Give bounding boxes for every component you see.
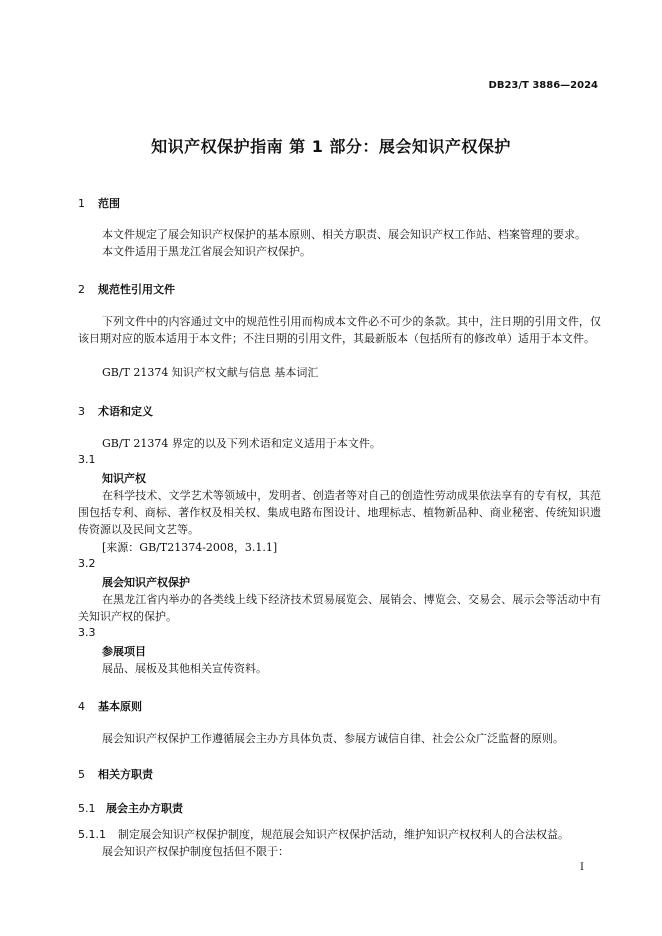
term-source: [来源：GB/T21374-2008，3.1.1]: [102, 541, 278, 554]
clause-text: 制定展会知识产权保护制度，规范展会知识产权保护活动，维护知识产权权利人的合法权益。: [118, 828, 569, 841]
section-title: 相关方职责: [98, 768, 153, 781]
paragraph: 展会知识产权保护工作遵循展会主办方具体负责、参展方诚信自律、社会公众广泛监督的原则。: [102, 732, 564, 745]
subsection-title: 展会主办方职责: [106, 802, 183, 815]
section-heading-2: [78, 281, 175, 297]
section-title: 规范性引用文件: [98, 283, 175, 296]
subsection-number: 5.1: [78, 802, 96, 815]
section-number: 1: [78, 197, 85, 210]
document-code: DB23/T 3886—2024: [488, 80, 598, 91]
section-heading-1: [78, 195, 120, 211]
subsection-heading-5-1: [78, 800, 183, 816]
section-number: 4: [78, 700, 85, 713]
section-number: 5: [78, 768, 85, 781]
term-definition: 在科学技术、文学艺术等领域中，发明者、创造者等对自己的创造性劳动成果依法享有的专有权，其范围包括专利、商标、著作权及相关权、集成电路布图设计、地理标志、植物新品种、商业秘密、传统知识遗传资源以及民间文艺等。: [78, 489, 601, 536]
paragraph: GB/T 21374 界定的以及下列术语和定义适用于本文件。: [102, 437, 381, 450]
page-number: I: [580, 862, 584, 873]
section-title: 范围: [98, 197, 120, 210]
clause-number: 5.1.1: [78, 828, 106, 841]
paragraph: 下列文件中的内容通过文中的规范性引用而构成本文件必不可少的条款。其中，注日期的引用文件，仅该日期对应的版本适用于本文件；不注日期的引用文件，其最新版本（包括所有的修改单）适用于本文件。: [78, 315, 601, 345]
section-heading-4: [78, 698, 142, 714]
section-number: 3: [78, 405, 85, 418]
paragraph: 本文件适用于黑龙江省展会知识产权保护。: [102, 245, 311, 258]
term-name: 展会知识产权保护: [102, 576, 190, 589]
section-title: 术语和定义: [98, 405, 153, 418]
term-definition: 展品、展板及其他相关宣传资料。: [102, 662, 267, 675]
paragraph: 本文件规定了展会知识产权保护的基本原则、相关方职责、展会知识产权工作站、档案管理的要求。: [102, 228, 586, 241]
term-definition: 在黑龙江省内举办的各类线上线下经济技术贸易展览会、展销会、博览会、交易会、展示会等活动中有关知识产权的保护。: [78, 593, 601, 623]
term-name: 知识产权: [102, 472, 146, 485]
section-heading-3: [78, 403, 153, 419]
term-name: 参展项目: [102, 645, 146, 658]
page-title: 知识产权保护指南 第 1 部分：展会知识产权保护: [151, 137, 511, 156]
section-number: 2: [78, 283, 85, 296]
section-heading-5: [78, 766, 153, 782]
clause-5-1-1: [78, 826, 569, 844]
term-number: 3.2: [78, 557, 96, 570]
paragraph: 展会知识产权保护制度包括但不限于：: [102, 845, 289, 858]
normative-reference: GB/T 21374 知识产权文献与信息 基本词汇: [102, 366, 319, 379]
section-title: 基本原则: [98, 700, 142, 713]
term-number: 3.1: [78, 453, 96, 466]
term-number: 3.3: [78, 626, 96, 639]
